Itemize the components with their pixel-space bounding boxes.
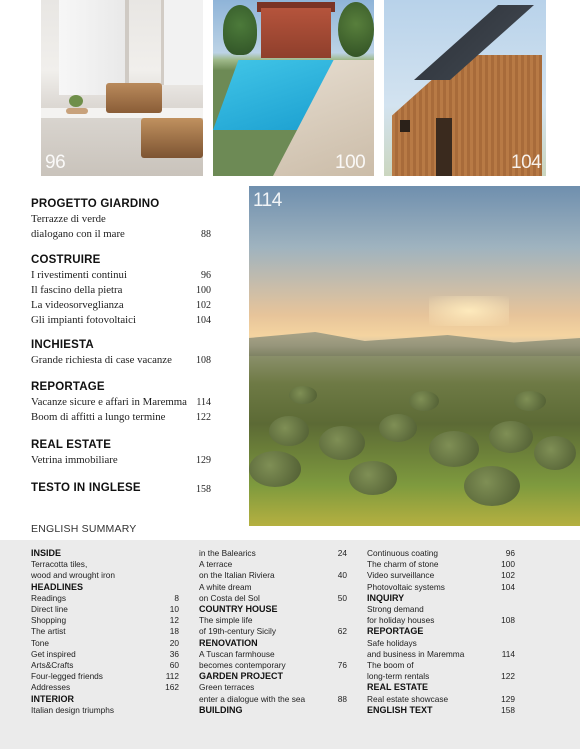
summary-item: The boom of	[367, 660, 414, 671]
summary-item: Strong demand	[367, 604, 424, 615]
summary-item: A Tuscan farmhouse	[199, 648, 275, 659]
summary-heading: COUNTRY HOUSE	[199, 604, 278, 615]
sunlight-shape	[429, 296, 509, 326]
photo-farmhouse-pool	[213, 0, 374, 176]
toc-section-title: INCHIESTA	[31, 339, 94, 351]
toc-item: La videosorveglianza 102	[31, 299, 211, 311]
summary-heading: ENGLISH TEXT 158	[367, 704, 515, 715]
summary-item: on the Italian Riviera 40	[199, 570, 347, 581]
summary-heading: RENOVATION	[199, 637, 258, 648]
toc-section-title: REPORTAGE	[31, 381, 105, 393]
summary-heading: HEADLINES	[31, 581, 84, 592]
summary-item: Direct line 10	[31, 604, 179, 615]
summary-item: Continuous coating 96	[367, 548, 515, 558]
english-summary-title: ENGLISH SUMMARY	[31, 523, 137, 535]
summary-item: The artist 18	[31, 626, 179, 637]
summary-heading: BUILDING	[199, 704, 243, 715]
summary-item: The simple life	[199, 615, 253, 626]
olive-tree-shape	[349, 461, 397, 495]
summary-item: Italian design triumphs	[31, 704, 115, 715]
window-shape	[161, 0, 203, 85]
toc-section-real-estate	[31, 438, 211, 468]
summary-item: Video surveillance 102	[367, 570, 515, 581]
summary-heading: GARDEN PROJECT	[199, 671, 284, 682]
summary-item: wood and wrought iron	[31, 570, 115, 581]
toc-item: I rivestimenti continui 96	[31, 269, 211, 281]
photo-bathroom	[41, 0, 203, 176]
photo-page-number: 100	[335, 152, 366, 173]
toc-section-title: REAL ESTATE	[31, 439, 112, 451]
window-shape	[59, 0, 129, 95]
summary-column-3	[367, 548, 515, 716]
summary-item: long-term rentals 122	[367, 671, 515, 682]
wooden-sink-shape	[141, 118, 203, 158]
door-shape	[436, 118, 452, 176]
summary-item: A terrace	[199, 559, 233, 570]
summary-item: and business in Maremma 114	[367, 648, 515, 659]
summary-item: Green terraces	[199, 682, 255, 693]
summary-item: Tone 20	[31, 637, 179, 648]
toc-item: Vetrina immobiliare 129	[31, 454, 211, 466]
summary-item: Get inspired 36	[31, 648, 179, 659]
toc-item: Il fascino della pietra 100	[31, 284, 211, 296]
summary-item: Photovoltaic systems 104	[367, 581, 515, 592]
toc-section-testo-in-inglese	[31, 481, 211, 496]
hills-shape	[249, 326, 580, 356]
olive-tree-shape	[289, 386, 317, 404]
summary-item: Safe holidays	[367, 637, 417, 648]
olive-tree-shape	[534, 436, 576, 470]
toc-section-title: COSTRUIRE	[31, 254, 101, 266]
summary-item: Addresses 162	[31, 682, 179, 693]
olive-tree-shape	[269, 416, 309, 446]
olive-tree-shape	[249, 451, 301, 487]
plant-shape	[69, 95, 83, 107]
window-shape	[400, 120, 410, 132]
olive-tree-shape	[319, 426, 365, 460]
photo-page-number: 104	[511, 152, 542, 173]
tree-shape	[338, 2, 374, 57]
tree-shape	[223, 5, 257, 55]
olive-tree-shape	[409, 391, 439, 411]
olive-tree-shape	[464, 466, 520, 506]
summary-item: Real estate showcase 129	[367, 693, 515, 704]
summary-item: Four-legged friends 112	[31, 671, 179, 682]
toc-section-inchiesta	[31, 338, 211, 368]
olive-tree-shape	[379, 414, 417, 442]
summary-heading: INTERIOR	[31, 693, 75, 704]
toc-section-progetto-giardino	[31, 197, 211, 242]
toc-item: Terrazze di verde	[31, 213, 106, 225]
toc-item: Vacanze sicure e affari in Maremma 114	[31, 396, 211, 408]
olive-tree-shape	[429, 431, 479, 467]
summary-column-2	[199, 548, 347, 716]
toc-section-reportage	[31, 380, 211, 425]
summary-item: Terracotta tiles,	[31, 559, 88, 570]
summary-item: A white dream	[199, 581, 252, 592]
summary-item: The charm of stone 100	[367, 559, 515, 570]
summary-heading: REAL ESTATE	[367, 682, 429, 693]
olive-tree-shape	[514, 391, 546, 411]
summary-item: in the Balearics 24	[199, 548, 347, 558]
toc-item: Gli impianti fotovoltaici 104	[31, 314, 211, 326]
toc-item: Grande richiesta di case vacanze 108	[31, 354, 211, 366]
house-shape	[261, 8, 331, 58]
summary-item: Readings 8	[31, 592, 179, 603]
summary-column-1	[31, 548, 179, 716]
photo-wooden-house	[384, 0, 546, 176]
olive-tree-shape	[489, 421, 533, 453]
summary-heading: INQUIRY	[367, 592, 405, 603]
summary-item: Arts&Crafts 60	[31, 660, 179, 671]
summary-item: enter a dialogue with the sea 88	[199, 693, 347, 704]
summary-item: on Costa del Sol 50	[199, 592, 347, 603]
toc-section-costruire	[31, 253, 211, 328]
photo-page-number: 114	[253, 190, 282, 211]
summary-item: Shopping 12	[31, 615, 179, 626]
photo-landscape	[249, 186, 580, 526]
summary-heading: REPORTAGE	[367, 626, 424, 637]
toc-item: dialogano con il mare 88	[31, 228, 211, 240]
toc-item: TESTO IN INGLESE 158	[31, 482, 211, 495]
summary-item: for holiday houses 108	[367, 615, 515, 626]
summary-heading: INSIDE	[31, 548, 62, 558]
wooden-sink-shape	[106, 83, 162, 113]
toc-section-title: PROGETTO GIARDINO	[31, 198, 160, 210]
photo-page-number: 96	[45, 152, 66, 173]
stool-shape	[66, 108, 88, 114]
toc-item: Boom di affitti a lungo termine 122	[31, 411, 211, 423]
summary-item: becomes contemporary 76	[199, 660, 347, 671]
summary-item: of 19th-century Sicily 62	[199, 626, 347, 637]
